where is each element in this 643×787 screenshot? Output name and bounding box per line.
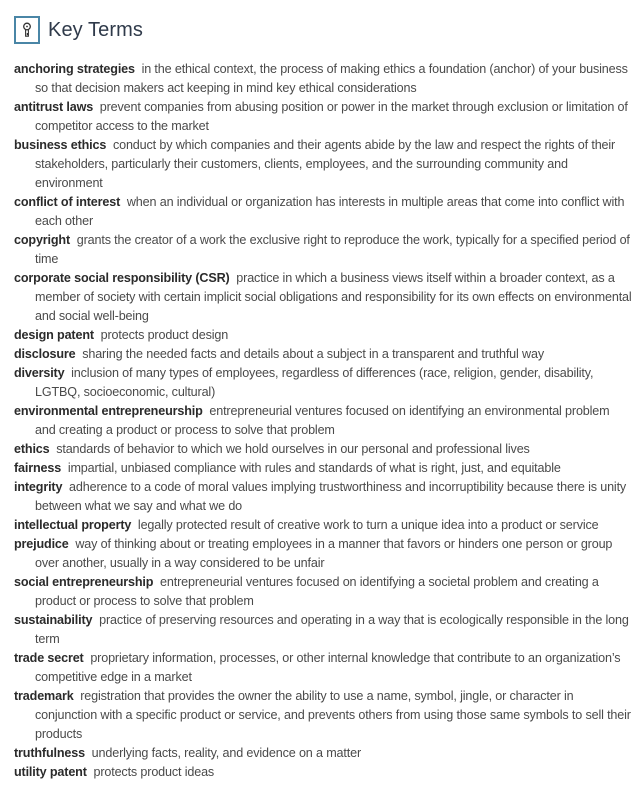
glossary-definition: entrepreneurial ventures focused on identifying a societal problem and creating a product or process to solve that problem bbox=[35, 575, 599, 608]
glossary-entry bbox=[14, 744, 632, 763]
glossary-definition: conduct by which companies and their agents abide by the law and respect the rights of their stakeholders, particularly their customers, clients, employees, and the surrounding community and environment bbox=[35, 138, 616, 190]
term-separator bbox=[85, 746, 92, 760]
glossary-definition: proprietary information, processes, or other internal knowledge that contribute to an organization’s competitive edge in a market bbox=[35, 651, 621, 684]
glossary-term: trademark bbox=[14, 689, 74, 703]
glossary-definition: entrepreneurial ventures focused on identifying an environmental problem and creating a product or process to solve that problem bbox=[35, 404, 610, 437]
glossary-term: disclosure bbox=[14, 347, 76, 361]
glossary-definition: practice in which a business views itself within a broader context, as a member of society with certain implicit social obligations and responsibility for its own effects on environmental and social well-being bbox=[35, 271, 632, 323]
glossary-entry bbox=[14, 535, 632, 573]
glossary-entry bbox=[14, 98, 632, 136]
glossary-term: ethics bbox=[14, 442, 50, 456]
glossary-entry bbox=[14, 345, 632, 364]
term-separator bbox=[70, 233, 77, 247]
glossary-entry bbox=[14, 459, 632, 478]
glossary-entry bbox=[14, 649, 632, 687]
glossary-definition: in the ethical context, the process of making ethics a foundation (anchor) of your business so that decision makers act keeping in mind key ethical considerations bbox=[35, 62, 628, 95]
glossary-entry bbox=[14, 763, 632, 782]
glossary-definition: sharing the needed facts and details about a subject in a transparent and truthful way bbox=[82, 347, 544, 361]
glossary-term: trade secret bbox=[14, 651, 84, 665]
glossary-term: fairness bbox=[14, 461, 62, 475]
glossary-definition: adherence to a code of moral values implying trustworthiness and incorruptibility because there is unity between what we say and what we do bbox=[35, 480, 627, 513]
glossary-entry bbox=[14, 687, 632, 744]
glossary-entry bbox=[14, 516, 632, 535]
glossary-term: copyright bbox=[14, 233, 71, 247]
glossary-entry bbox=[14, 60, 632, 98]
glossary-entry bbox=[14, 573, 632, 611]
term-separator bbox=[120, 195, 127, 209]
glossary-term: business ethics bbox=[14, 138, 107, 152]
glossary-term: corporate social responsibility (CSR) bbox=[14, 271, 230, 285]
glossary-term: environmental entrepreneurship bbox=[14, 404, 203, 418]
glossary-term: prejudice bbox=[14, 537, 69, 551]
key-terms-list bbox=[14, 60, 632, 782]
glossary-term: social entrepreneurship bbox=[14, 575, 154, 589]
term-separator bbox=[94, 328, 101, 342]
key-icon bbox=[14, 16, 40, 44]
glossary-definition: impartial, unbiased compliance with rules and standards of what is right, just, and equitable bbox=[67, 461, 561, 475]
glossary-entry bbox=[14, 364, 632, 402]
glossary-entry bbox=[14, 478, 632, 516]
glossary-term: truthfulness bbox=[14, 746, 85, 760]
term-separator bbox=[61, 461, 68, 475]
glossary-definition: way of thinking about or treating employees in a manner that favors or hinders one person or group over another, usually in a way considered to be unfair bbox=[35, 537, 613, 570]
glossary-entry bbox=[14, 269, 632, 326]
glossary-entry bbox=[14, 326, 632, 345]
glossary-term: conflict of interest bbox=[14, 195, 121, 209]
glossary-entry bbox=[14, 193, 632, 231]
glossary-entry bbox=[14, 136, 632, 193]
section-title: Key Terms bbox=[48, 19, 144, 41]
glossary-term: design patent bbox=[14, 328, 94, 342]
glossary-definition: prevent companies from abusing position or power in the market through exclusion or limitation of competitor access to the market bbox=[35, 100, 628, 133]
term-separator bbox=[106, 138, 113, 152]
glossary-term: anchoring strategies bbox=[14, 62, 135, 76]
glossary-definition: registration that provides the owner the ability to use a name, symbol, jingle, or character in conjunction with a specific product or service, and prevents others from using those same symbols to sell their products bbox=[35, 689, 631, 741]
glossary-definition: practice of preserving resources and operating in a way that is ecologically responsible in the long term bbox=[35, 613, 629, 646]
glossary-definition: inclusion of many types of employees, regardless of differences (race, religion, gender, disability, LGTBQ, socioeconomic, cultural) bbox=[35, 366, 594, 399]
term-separator bbox=[131, 518, 138, 532]
glossary-entry bbox=[14, 440, 632, 459]
glossary-term: antitrust laws bbox=[14, 100, 94, 114]
glossary-definition: grants the creator of a work the exclusive right to reproduce the work, typically for a specified period of time bbox=[35, 233, 630, 266]
glossary-definition: underlying facts, reality, and evidence on a matter bbox=[91, 746, 362, 760]
glossary-definition: standards of behavior to which we hold ourselves in our personal and professional lives bbox=[56, 442, 530, 456]
glossary-definition: protects product ideas bbox=[93, 765, 215, 779]
glossary-entry bbox=[14, 402, 632, 440]
glossary-term: sustainability bbox=[14, 613, 93, 627]
key-terms-header bbox=[14, 16, 143, 44]
glossary-definition: protects product design bbox=[100, 328, 229, 342]
glossary-term: integrity bbox=[14, 480, 63, 494]
glossary-definition: legally protected result of creative work to turn a unique idea into a product or service bbox=[137, 518, 599, 532]
glossary-entry bbox=[14, 611, 632, 649]
glossary-term: diversity bbox=[14, 366, 65, 380]
glossary-term: intellectual property bbox=[14, 518, 132, 532]
term-separator bbox=[135, 62, 142, 76]
term-separator bbox=[93, 100, 100, 114]
glossary-term: utility patent bbox=[14, 765, 87, 779]
glossary-entry bbox=[14, 231, 632, 269]
glossary-definition: when an individual or organization has interests in multiple areas that come into conflict with each other bbox=[35, 195, 625, 228]
